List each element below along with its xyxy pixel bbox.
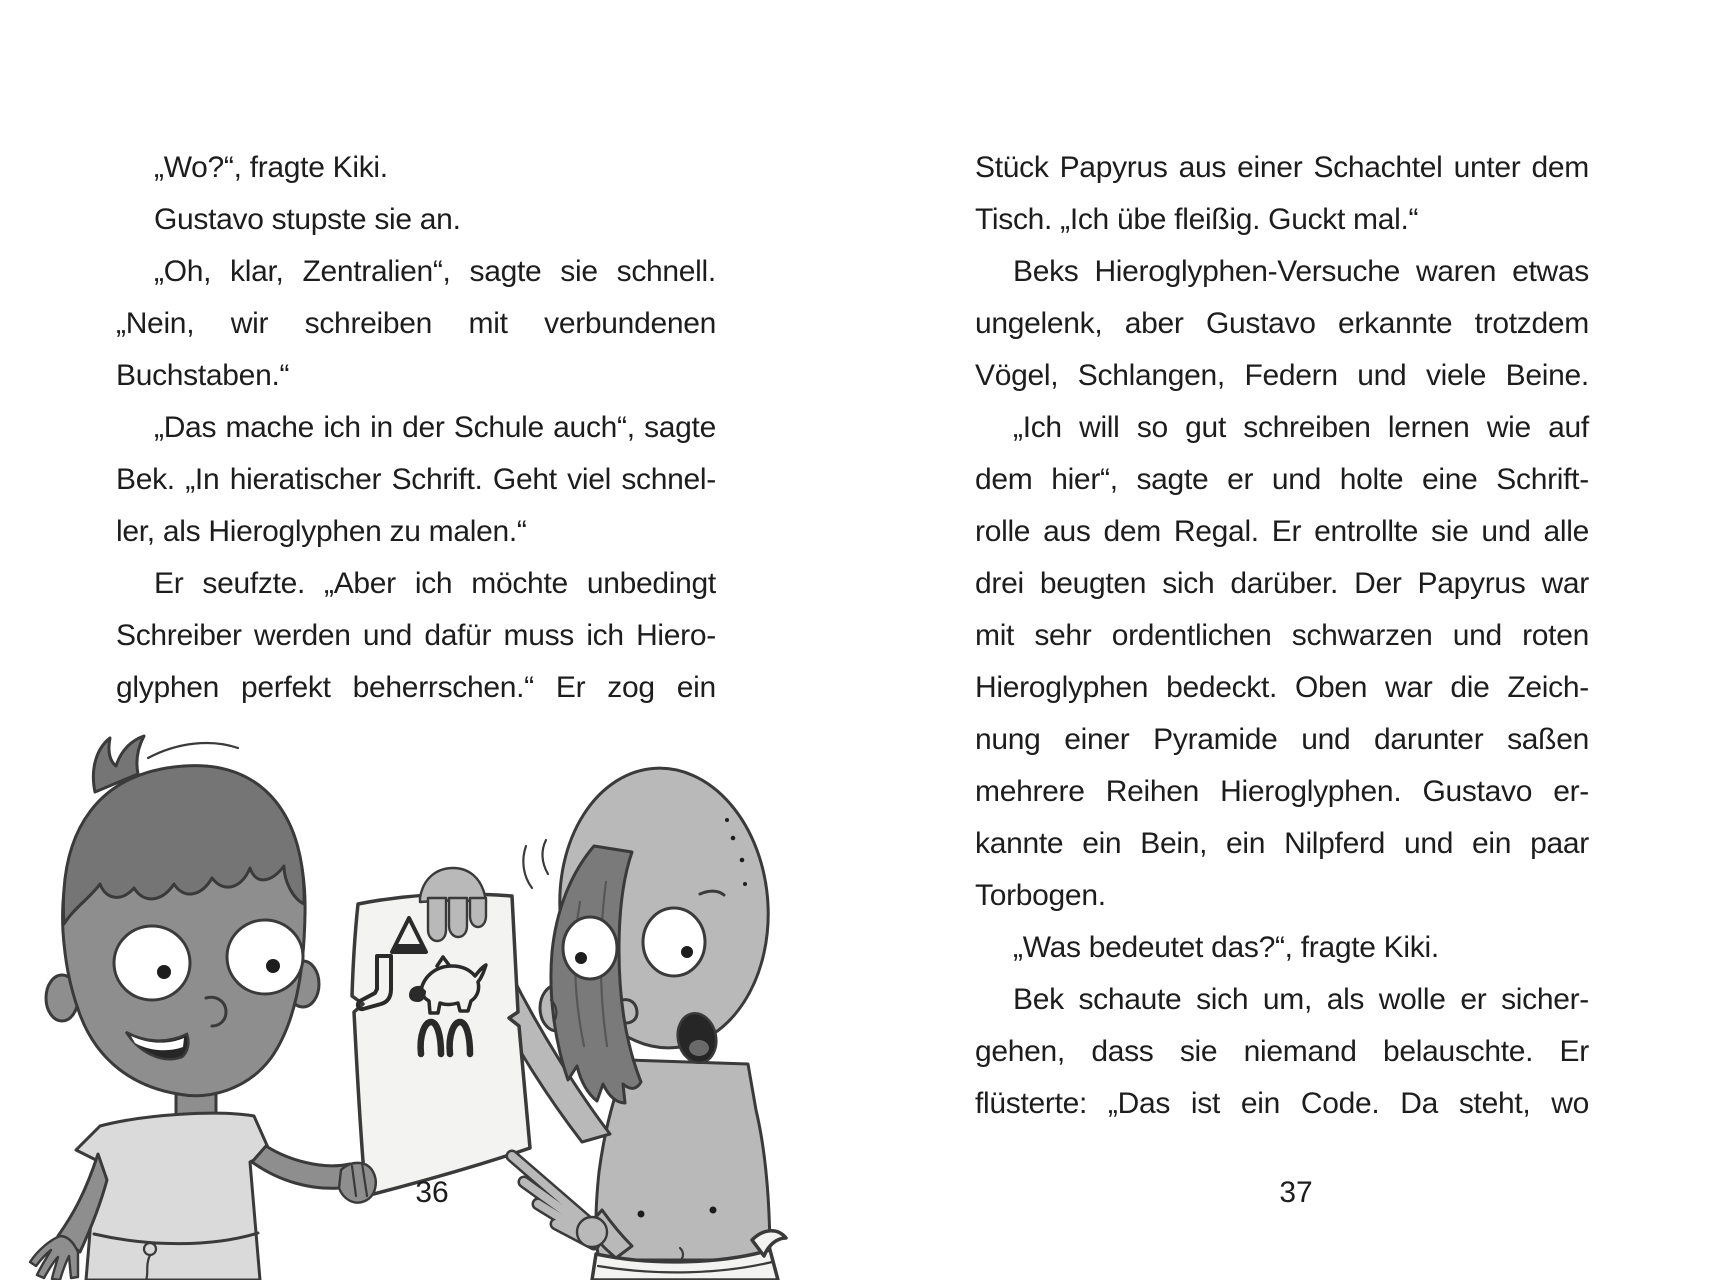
bek-tongue <box>689 1040 709 1056</box>
text-line: mehrere Reihen Hieroglyphen. Gustavo er- <box>975 775 1589 808</box>
motion-lines <box>542 840 548 874</box>
text-line: Er seufzte. „Aber ich möchte unbedingt <box>154 567 716 600</box>
bek-freckle <box>743 882 747 886</box>
text-line: „Oh, klar, Zentralien“, sagte sie schnell. <box>154 255 716 288</box>
bek-freckle <box>731 836 736 841</box>
gustavo-eye <box>114 926 190 1000</box>
text-line: mit sehr ordentlichen schwarzen und roten <box>975 619 1589 652</box>
bek-freckle <box>725 818 729 822</box>
text-line: drei beugten sich darüber. Der Papyrus war <box>975 567 1589 600</box>
text-line: glyphen perfekt beherrschen.“ Er zog ein <box>116 671 716 704</box>
hieroglyph-pyramid-icon <box>392 944 426 954</box>
text-line: rolle aus dem Regal. Er entrollte sie und alle <box>975 515 1589 548</box>
motion-lines <box>148 743 238 758</box>
text-line: „Das mache ich in der Schule auch“, sagte <box>154 411 716 444</box>
text-line: nung einer Pyramide und darunter saßen <box>975 723 1589 756</box>
right-page-text <box>975 142 1589 1130</box>
text-line: „Was bedeutet das?“, fragte Kiki. <box>1013 931 1439 964</box>
text-line: gehen, dass sie niemand belauschte. Er <box>975 1035 1589 1068</box>
text-line: Bek schaute sich um, als wolle er sicher- <box>1013 983 1589 1016</box>
text-line: kannte ein Bein, ein Nilpferd und ein paar <box>975 827 1589 860</box>
bek-eye <box>643 908 705 976</box>
bek-pupil <box>681 946 693 958</box>
text-line: Tisch. „Ich übe fleißig. Guckt mal.“ <box>975 203 1419 236</box>
text-line: ungelenk, aber Gustavo erkannte trotzdem <box>975 307 1589 340</box>
gustavo-pupil <box>266 959 280 973</box>
text-line: Bek. „In hieratischer Schrift. Geht viel schnel- <box>116 463 716 496</box>
text-line: ler, als Hieroglyphen zu malen.“ <box>116 515 527 548</box>
page-number-right: 37 <box>1279 1176 1313 1209</box>
gustavo-left-hand <box>30 1236 78 1280</box>
text-line: „Ich will so gut schreiben lernen wie auf <box>1013 411 1589 444</box>
text-line: Schreiber werden und dafür muss ich Hiero- <box>116 619 716 652</box>
gustavo-pupil <box>157 965 171 979</box>
text-line: Vögel, Schlangen, Federn und viele Beine. <box>975 359 1589 392</box>
text-line: Gustavo stupste sie an. <box>154 203 461 236</box>
gustavo-eye <box>227 920 303 994</box>
text-line: dem hier“, sagte er und holte eine Schrift- <box>975 463 1589 496</box>
text-line: „Nein, wir schreiben mit verbundenen <box>116 307 716 340</box>
text-line: Torbogen. <box>975 879 1106 912</box>
text-line: „Wo?“, fragte Kiki. <box>154 151 388 184</box>
left-page-text <box>116 142 716 714</box>
text-line: Buchstaben.“ <box>116 359 290 392</box>
text-line: Beks Hieroglyphen-Versuche waren etwas <box>1013 255 1589 288</box>
bek-eye <box>563 917 617 979</box>
bek-freckle <box>740 858 745 863</box>
text-line: Hieroglyphen bedeckt. Oben war die Zeich- <box>975 671 1589 704</box>
bek-pupil <box>575 952 587 964</box>
text-line: Stück Papyrus aus einer Schachtel unter dem <box>975 151 1589 184</box>
page-number-left: 36 <box>415 1176 449 1209</box>
motion-lines <box>523 846 532 888</box>
text-line: flüsterte: „Das ist ein Code. Da steht, wo <box>975 1087 1589 1120</box>
